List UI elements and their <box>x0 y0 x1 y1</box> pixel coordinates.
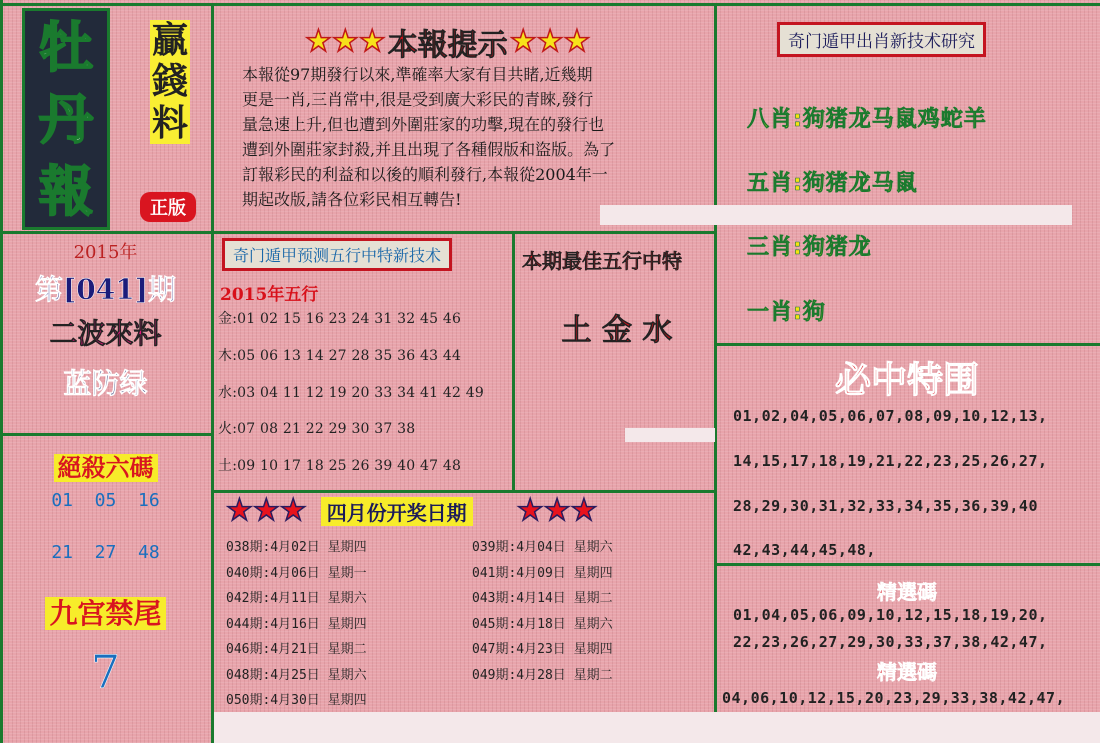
date-row: 046期:4月21日 星期二 <box>226 642 367 657</box>
divider <box>714 563 1100 566</box>
date-row: 047期:4月23日 星期四 <box>472 642 613 657</box>
slogan <box>150 20 190 144</box>
dates-left-column <box>226 536 367 715</box>
notice-line: 訂報彩民的利益和以後的順利發行,本報從2004年一 <box>242 165 608 184</box>
wuxing-row: 木:05 06 13 14 27 28 35 36 43 44 <box>218 348 462 364</box>
palace-value: 7 <box>90 645 121 699</box>
wuxing-row: 火:07 08 21 22 29 30 37 38 <box>218 421 416 437</box>
best-box-value: 土 金 水 <box>561 313 673 348</box>
select-line: 04,06,10,12,15,20,23,29,33,38,42,47, <box>722 689 1066 707</box>
date-row: 049期:4月28日 星期二 <box>472 667 613 683</box>
star-icon: ★★★ <box>516 493 598 528</box>
notice-line: 量急速上升,但也遭到外圍莊家的功擊,現在的發行也 <box>242 115 605 134</box>
edition-badge: 正版 <box>140 192 196 222</box>
divider <box>0 231 716 234</box>
select-title: 精選碼 <box>877 580 937 604</box>
slogan-char: 料 <box>152 101 189 144</box>
date-row: 048期:4月25日 星期六 <box>226 667 367 683</box>
notice-header <box>305 20 590 64</box>
zodiac-box-title: 奇门遁甲出肖新技术研究 <box>777 22 986 57</box>
logo-char: 報 <box>39 159 93 223</box>
special-line: 14,15,17,18,19,21,22,23,25,26,27, <box>733 452 1048 470</box>
select-title: 精選碼 <box>877 660 937 684</box>
divider <box>714 343 1100 346</box>
date-row: 044期:4月16日 星期四 <box>226 616 367 632</box>
special-title: 必中特围 <box>834 359 979 401</box>
special-line: 28,29,30,31,32,33,34,35,36,39,40 <box>733 497 1038 515</box>
notice-line: 期起改版,請各位彩民相互轉告! <box>242 190 462 209</box>
dates-right-column <box>472 536 613 689</box>
wuxing-box-title: 奇门遁甲预测五行中特新技术 <box>222 238 452 271</box>
palace-title <box>0 592 211 632</box>
select-line: 22,23,26,27,29,30,33,37,38,42,47, <box>733 633 1048 651</box>
palace-title-text: 九宫禁尾 <box>45 597 165 630</box>
masthead-logo <box>22 8 110 230</box>
wave-value: 蓝防绿 <box>63 367 148 400</box>
zodiac-row: 三肖:狗猪龙 <box>747 235 872 260</box>
select-line: 01,04,05,06,09,10,12,15,18,19,20, <box>733 606 1048 624</box>
date-row: 038期:4月02日 星期四 <box>226 540 367 555</box>
special-line: 42,43,44,45,48, <box>733 541 876 559</box>
wuxing-row: 土:09 10 17 18 25 26 39 40 47 48 <box>218 458 462 474</box>
date-row: 041期:4月09日 星期四 <box>472 565 613 581</box>
kill-row: 21 27 48 <box>51 542 160 563</box>
logo-char: 丹 <box>39 87 93 151</box>
date-row: 043期:4月14日 星期二 <box>472 591 613 606</box>
date-row: 042期:4月11日 星期六 <box>226 591 367 606</box>
logo-char: 牡 <box>39 15 93 79</box>
wuxing-row: 金:01 02 15 16 23 24 31 32 45 46 <box>218 311 462 327</box>
date-row: 040期:4月06日 星期一 <box>226 565 367 581</box>
kill-title-text: 絕殺六碼 <box>54 454 158 482</box>
dates-title: 四月份开奖日期 <box>321 497 473 526</box>
star-icon: ★★★ <box>305 24 386 59</box>
best-box-title: 本期最佳五行中特 <box>522 249 682 273</box>
divider <box>0 433 214 436</box>
star-icon: ★★★ <box>226 493 307 528</box>
date-row: 050期:4月30日 星期四 <box>226 693 367 708</box>
divider <box>512 232 515 490</box>
special-line: 01,02,04,05,06,07,08,09,10,12,13, <box>733 407 1048 425</box>
border-top <box>0 3 1100 6</box>
blank-strip <box>625 428 715 442</box>
zodiac-row: 五肖:狗猪龙马鼠 <box>747 171 918 196</box>
divider <box>211 3 214 743</box>
kill-row: 01 05 16 <box>51 490 160 511</box>
notice-line: 遭到外圍莊家封殺,并且出現了各種假版和盜版。為了 <box>242 140 616 159</box>
slogan-char: 贏 <box>152 19 189 61</box>
notice-line: 本報從97期發行以來,準確率大家有目共睹,近幾期 <box>242 65 593 84</box>
blank-strip <box>214 712 1100 743</box>
star-icon: ★★★ <box>509 24 591 59</box>
date-row: 045期:4月18日 星期六 <box>472 616 613 632</box>
slogan-char: 錢 <box>152 60 189 103</box>
zodiac-row: 一肖:狗 <box>747 300 826 325</box>
notice-title: 本報提示 <box>387 28 508 63</box>
wuxing-subtitle: 2015年五行 <box>220 285 319 305</box>
zodiac-row: 八肖:狗猪龙马鼠鸡蛇羊 <box>747 107 987 132</box>
notice-body <box>242 62 702 212</box>
kill-title <box>0 448 211 483</box>
issue-number: 第[041]期 <box>35 273 176 306</box>
wave-title: 二波來料 <box>49 317 162 350</box>
dates-header <box>226 493 598 528</box>
notice-line: 更是一肖,三肖常中,很是受到廣大彩民的青睞,發行 <box>242 90 594 109</box>
wuxing-row: 水:03 04 11 12 19 20 33 34 41 42 49 <box>218 385 484 401</box>
date-row: 039期:4月04日 星期六 <box>472 540 613 555</box>
year-label: 2015年 <box>73 242 138 263</box>
